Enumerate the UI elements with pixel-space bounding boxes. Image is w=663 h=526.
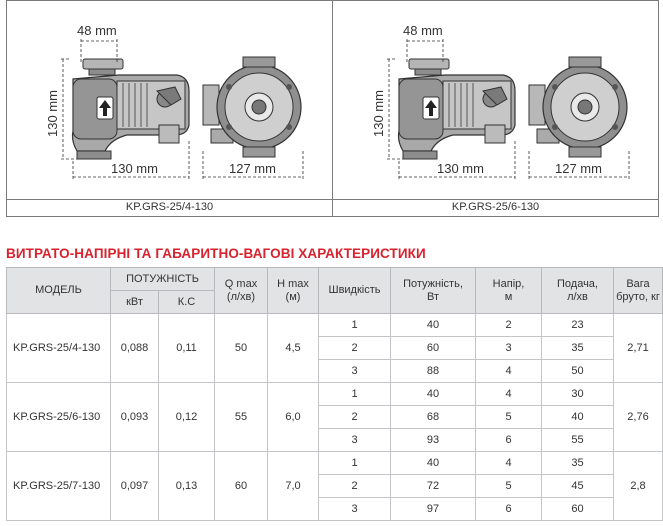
header-power-hp: К.С bbox=[159, 291, 215, 314]
header-head: Напір, м bbox=[476, 268, 542, 314]
header-model: МОДЕЛЬ bbox=[7, 268, 111, 314]
pump-drawing bbox=[7, 1, 332, 199]
dim-length: 130 mm bbox=[111, 161, 158, 176]
head: 3 bbox=[476, 337, 542, 360]
flow: 50 bbox=[542, 360, 614, 383]
flow: 35 bbox=[542, 337, 614, 360]
header-speed-power: Потужність, Вт bbox=[391, 268, 476, 314]
speed: 1 bbox=[319, 314, 391, 337]
header-flow: Подача, л/хв bbox=[542, 268, 614, 314]
head: 6 bbox=[476, 429, 542, 452]
dim-height: 130 mm bbox=[371, 90, 386, 137]
model-name: KP.GRS-25/6-130 bbox=[7, 383, 111, 452]
header-q-max: Q max (л/хв) bbox=[215, 268, 268, 314]
header-h-max: H max (м) bbox=[268, 268, 319, 314]
pump-drawing bbox=[333, 1, 658, 199]
speed-power: 60 bbox=[391, 337, 476, 360]
h-max: 6,0 bbox=[268, 383, 319, 452]
weight: 2,76 bbox=[614, 383, 663, 452]
specs-table bbox=[6, 267, 663, 521]
speed-power: 40 bbox=[391, 452, 476, 475]
header-power-kw: кВт bbox=[111, 291, 159, 314]
power-hp: 0,12 bbox=[159, 383, 215, 452]
power-kw: 0,093 bbox=[111, 383, 159, 452]
power-kw: 0,088 bbox=[111, 314, 159, 383]
head: 4 bbox=[476, 360, 542, 383]
speed: 2 bbox=[319, 406, 391, 429]
caption-divider bbox=[7, 199, 659, 200]
power-hp: 0,13 bbox=[159, 452, 215, 521]
pump-front-view bbox=[203, 57, 301, 157]
head: 4 bbox=[476, 452, 542, 475]
speed: 2 bbox=[319, 475, 391, 498]
flow: 23 bbox=[542, 314, 614, 337]
speed-power: 72 bbox=[391, 475, 476, 498]
head: 4 bbox=[476, 383, 542, 406]
drawings-frame bbox=[6, 0, 659, 217]
speed-power: 68 bbox=[391, 406, 476, 429]
power-hp: 0,11 bbox=[159, 314, 215, 383]
dim-side-width: 127 mm bbox=[229, 161, 276, 176]
speed-power: 97 bbox=[391, 498, 476, 521]
flow: 35 bbox=[542, 452, 614, 475]
dim-height: 130 mm bbox=[45, 90, 60, 137]
model-name: KP.GRS-25/4-130 bbox=[7, 314, 111, 383]
head: 5 bbox=[476, 475, 542, 498]
header-weight: Вага бруто, кг bbox=[614, 268, 663, 314]
pump-front-view bbox=[529, 57, 627, 157]
table-row bbox=[7, 314, 663, 337]
flow: 45 bbox=[542, 475, 614, 498]
weight: 2,8 bbox=[614, 452, 663, 521]
weight: 2,71 bbox=[614, 314, 663, 383]
flow: 30 bbox=[542, 383, 614, 406]
section-title: ВИТРАТО-НАПІРНІ ТА ГАБАРИТНО-ВАГОВІ ХАРАКТЕРИСТИКИ bbox=[6, 246, 426, 261]
speed: 1 bbox=[319, 383, 391, 406]
q-max: 60 bbox=[215, 452, 268, 521]
flow: 60 bbox=[542, 498, 614, 521]
speed: 1 bbox=[319, 452, 391, 475]
speed-power: 93 bbox=[391, 429, 476, 452]
speed-power: 88 bbox=[391, 360, 476, 383]
flow: 55 bbox=[542, 429, 614, 452]
header-speed: Швидкість bbox=[319, 268, 391, 314]
speed-power: 40 bbox=[391, 314, 476, 337]
head: 5 bbox=[476, 406, 542, 429]
q-max: 55 bbox=[215, 383, 268, 452]
dim-top-width: 48 mm bbox=[403, 23, 443, 38]
drawing-caption: KP.GRS-25/4-130 bbox=[125, 201, 214, 213]
dim-top-width: 48 mm bbox=[77, 23, 117, 38]
pump-side-view bbox=[73, 59, 190, 159]
drawing-caption: KP.GRS-25/6-130 bbox=[451, 201, 540, 213]
table-row bbox=[7, 383, 663, 406]
speed: 2 bbox=[319, 337, 391, 360]
header-power-group: ПОТУЖНІСТЬ bbox=[111, 268, 215, 291]
q-max: 50 bbox=[215, 314, 268, 383]
drawing-panel bbox=[7, 1, 332, 199]
head: 6 bbox=[476, 498, 542, 521]
model-name: KP.GRS-25/7-130 bbox=[7, 452, 111, 521]
h-max: 4,5 bbox=[268, 314, 319, 383]
flow: 40 bbox=[542, 406, 614, 429]
dim-side-width: 127 mm bbox=[555, 161, 602, 176]
head: 2 bbox=[476, 314, 542, 337]
speed: 3 bbox=[319, 498, 391, 521]
power-kw: 0,097 bbox=[111, 452, 159, 521]
pump-side-view bbox=[399, 59, 516, 159]
h-max: 7,0 bbox=[268, 452, 319, 521]
table-row bbox=[7, 452, 663, 475]
dim-length: 130 mm bbox=[437, 161, 484, 176]
speed-power: 40 bbox=[391, 383, 476, 406]
speed: 3 bbox=[319, 429, 391, 452]
drawing-panel bbox=[333, 1, 658, 199]
speed: 3 bbox=[319, 360, 391, 383]
